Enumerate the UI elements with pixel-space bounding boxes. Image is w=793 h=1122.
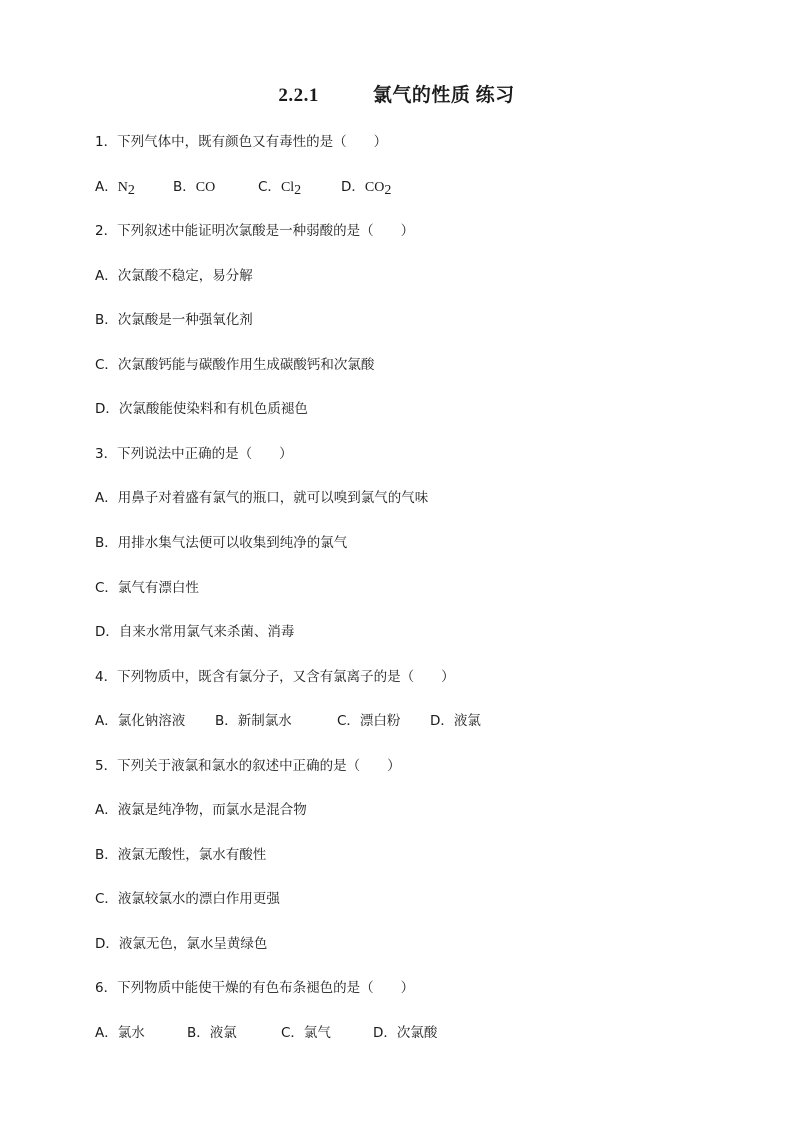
q2-option-a: A．次氯酸不稳定，易分解 [95,268,253,284]
q1-option-d: D．CO2 [341,179,392,198]
question-5-stem: 5．下列关于液氯和氯水的叙述中正确的是（ ） [95,758,401,774]
q1-option-c: C．Cl2 [258,179,302,198]
q3-option-a: A．用鼻子对着盛有氯气的瓶口，就可以嗅到氯气的气味 [95,490,429,506]
q3-option-d: D．自来水常用氯气来杀菌、消毒 [95,624,295,640]
q4-option-b: B．新制氯水 [215,713,292,729]
q1-option-b: B．CO [173,179,216,195]
page-title [0,80,793,107]
q6-option-a: A．氯水 [95,1025,145,1041]
q4-option-d: D．液氯 [430,713,481,729]
q3-option-b: B．用排水集气法便可以收集到纯净的氯气 [95,535,348,551]
question-2-stem: 2．下列叙述中能证明次氯酸是一种弱酸的是（ ） [95,223,415,239]
q4-option-a: A．氯化钠溶液 [95,713,186,729]
q5-option-a: A．液氯是纯净物，而氯水是混合物 [95,802,307,818]
question-4-stem: 4．下列物质中，既含有氯分子，又含有氯离子的是（ ） [95,669,455,685]
q4-option-c: C．漂白粉 [337,713,401,729]
question-4-options [95,712,481,730]
q2-option-d: D．次氯酸能使染料和有机色质褪色 [95,401,308,417]
title-text: 氯气的性质 练习 [372,85,515,106]
title-number: 2.2.1 [278,85,319,106]
q5-option-b: B．液氯无酸性，氯水有酸性 [95,847,267,863]
q5-option-c: C．液氯较氯水的漂白作用更强 [95,891,280,907]
q2-option-c: C．次氯酸钙能与碳酸作用生成碳酸钙和次氯酸 [95,357,375,373]
question-1-options [95,178,391,200]
q3-option-c: C．氯气有漂白性 [95,580,199,596]
q1-option-a: A．N2 [95,179,135,198]
question-6-options [95,1024,437,1042]
q2-option-b: B．次氯酸是一种强氧化剂 [95,312,253,328]
q5-option-d: D．液氯无色，氯水呈黄绿色 [95,936,268,952]
question-1-stem: 1．下列气体中，既有颜色又有毒性的是（ ） [95,134,388,150]
question-6-stem: 6．下列物质中能使干燥的有色布条褪色的是（ ） [95,980,415,996]
question-3-stem: 3．下列说法中正确的是（ ） [95,446,293,462]
q6-option-c: C．氯气 [281,1025,331,1041]
q6-option-d: D．次氯酸 [373,1025,438,1041]
q6-option-b: B．液氯 [187,1025,237,1041]
